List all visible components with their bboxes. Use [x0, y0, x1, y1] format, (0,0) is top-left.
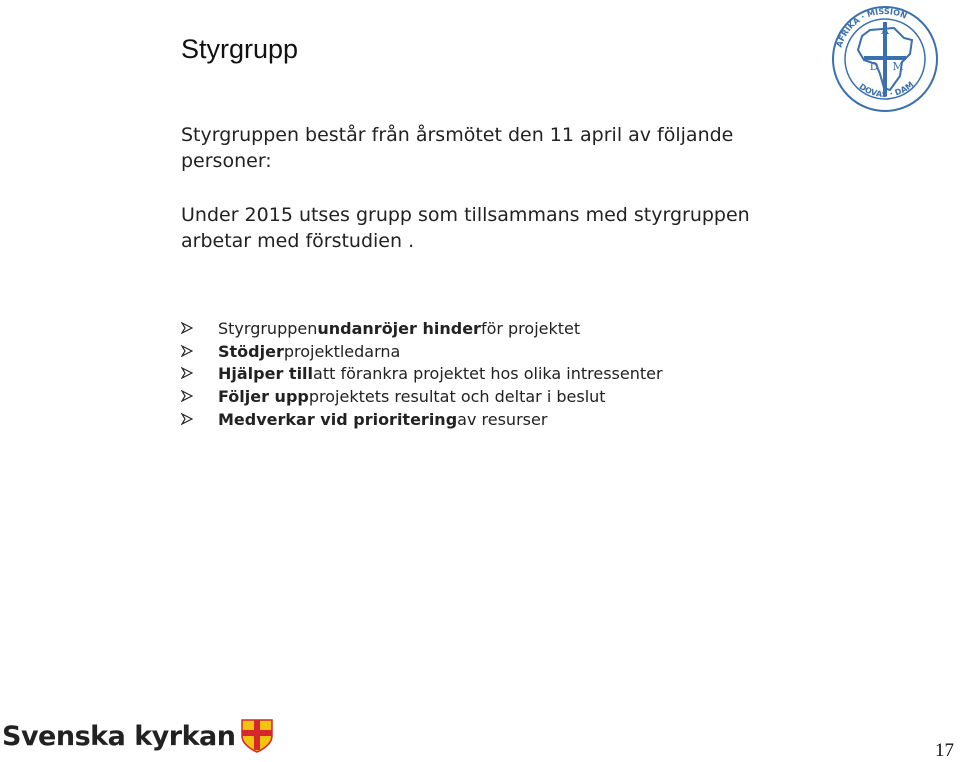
intro-paragraph: Styrgruppen består från årsmötet den 11 april av följande personer:	[181, 124, 734, 172]
svenska-kyrkan-logo	[2, 716, 274, 756]
bullet-text-post: projektledarna	[283, 341, 401, 361]
logo-bottom-text: DOVAS · DAM	[857, 79, 916, 99]
bullet-text-bold: undanröjer hinder	[317, 319, 481, 339]
bullet-item	[181, 386, 663, 409]
bullet-item	[181, 363, 663, 386]
bullet-text-bold: Hjälper till	[218, 364, 314, 384]
bullet-list	[181, 318, 663, 431]
afrika-mission-logo	[830, 4, 940, 114]
bullet-text-post: att förankra projektet hos olika intressenter	[313, 364, 663, 384]
slide-title: Styrgrupp	[181, 34, 299, 64]
bullet-text-post: av resurser	[457, 409, 548, 429]
bullet-text-post: projektets resultat och deltar i beslut	[308, 387, 606, 407]
arrow-bullet-icon	[181, 363, 218, 385]
bullet-item	[181, 318, 663, 341]
logo-letter-m: M	[892, 60, 904, 73]
logo-letter-d: D	[869, 60, 879, 73]
bullet-text-pre: Styrgruppen	[218, 319, 318, 339]
arrow-bullet-icon	[181, 409, 218, 431]
bullet-item	[181, 341, 663, 364]
cross-shield-icon	[240, 718, 274, 754]
arrow-bullet-icon	[181, 386, 218, 408]
arrow-bullet-icon	[181, 341, 218, 363]
arrow-bullet-icon	[181, 318, 218, 340]
brand-name: Svenska kyrkan	[2, 720, 236, 752]
logo-letter-a: A	[881, 24, 889, 37]
page-number: 17	[935, 740, 954, 761]
bullet-item	[181, 408, 663, 431]
second-paragraph: Under 2015 utses grupp som tillsammans med styrgruppen arbetar med förstudien .	[181, 204, 750, 252]
bullet-text-post: för projektet	[480, 319, 581, 339]
bullet-text-bold: Följer upp	[218, 387, 309, 407]
bullet-text-bold: Medverkar vid prioritering	[218, 409, 458, 429]
bullet-text-bold: Stödjer	[218, 341, 284, 361]
logo-top-text: AFRIKA · MISSION	[834, 6, 909, 49]
